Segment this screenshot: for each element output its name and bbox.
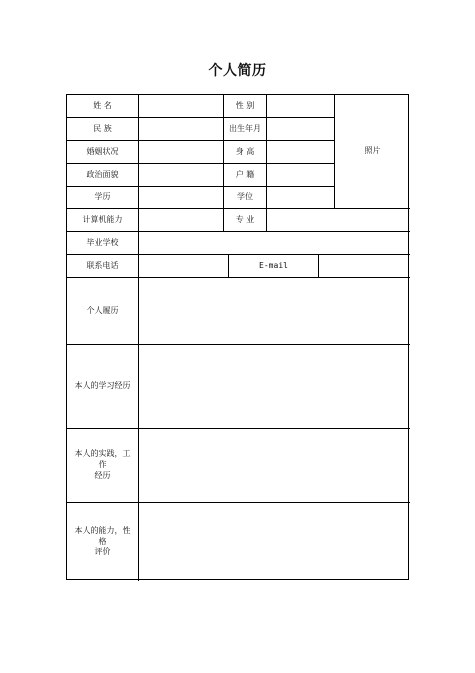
birth-value[interactable] xyxy=(267,118,335,141)
school-value[interactable] xyxy=(139,232,410,255)
ability-label: 本人的能力，性格 评价 xyxy=(67,503,139,581)
computer-value[interactable] xyxy=(139,209,224,232)
degree-value[interactable] xyxy=(267,187,335,209)
gender-label: 性 别 xyxy=(224,95,267,118)
household-value[interactable] xyxy=(267,164,335,187)
marital-label: 婚姻状况 xyxy=(67,141,139,164)
phone-value[interactable] xyxy=(139,255,229,278)
email-label: E-mail xyxy=(229,255,319,278)
ethnicity-value[interactable] xyxy=(139,118,224,141)
degree-label: 学位 xyxy=(224,187,267,209)
education-value[interactable] xyxy=(139,187,224,209)
practice-label: 本人的实践，工作 经历 xyxy=(67,429,139,503)
ability-value[interactable] xyxy=(139,503,410,581)
marital-value[interactable] xyxy=(139,141,224,164)
resume-label: 个人履历 xyxy=(67,278,139,345)
study-label: 本人的学习经历 xyxy=(67,345,139,429)
photo-box[interactable]: 照片 xyxy=(335,95,410,209)
birth-label: 出生年月 xyxy=(224,118,267,141)
school-label: 毕业学校 xyxy=(67,232,139,255)
political-value[interactable] xyxy=(139,164,224,187)
major-label: 专 业 xyxy=(224,209,267,232)
name-label: 姓 名 xyxy=(67,95,139,118)
political-label: 政治面貌 xyxy=(67,164,139,187)
name-value[interactable] xyxy=(139,95,224,118)
height-value[interactable] xyxy=(267,141,335,164)
resume-value[interactable] xyxy=(139,278,410,345)
page-title: 个人简历 xyxy=(208,63,267,79)
gender-value[interactable] xyxy=(267,95,335,118)
email-value[interactable] xyxy=(319,255,410,278)
ethnicity-label: 民 族 xyxy=(67,118,139,141)
computer-label: 计算机能力 xyxy=(67,209,139,232)
phone-label: 联系电话 xyxy=(67,255,139,278)
practice-value[interactable] xyxy=(139,429,410,503)
household-label: 户 籍 xyxy=(224,164,267,187)
height-label: 身 高 xyxy=(224,141,267,164)
education-label: 学历 xyxy=(67,187,139,209)
study-value[interactable] xyxy=(139,345,410,429)
major-value[interactable] xyxy=(267,209,410,232)
resume-form-table xyxy=(66,94,409,580)
